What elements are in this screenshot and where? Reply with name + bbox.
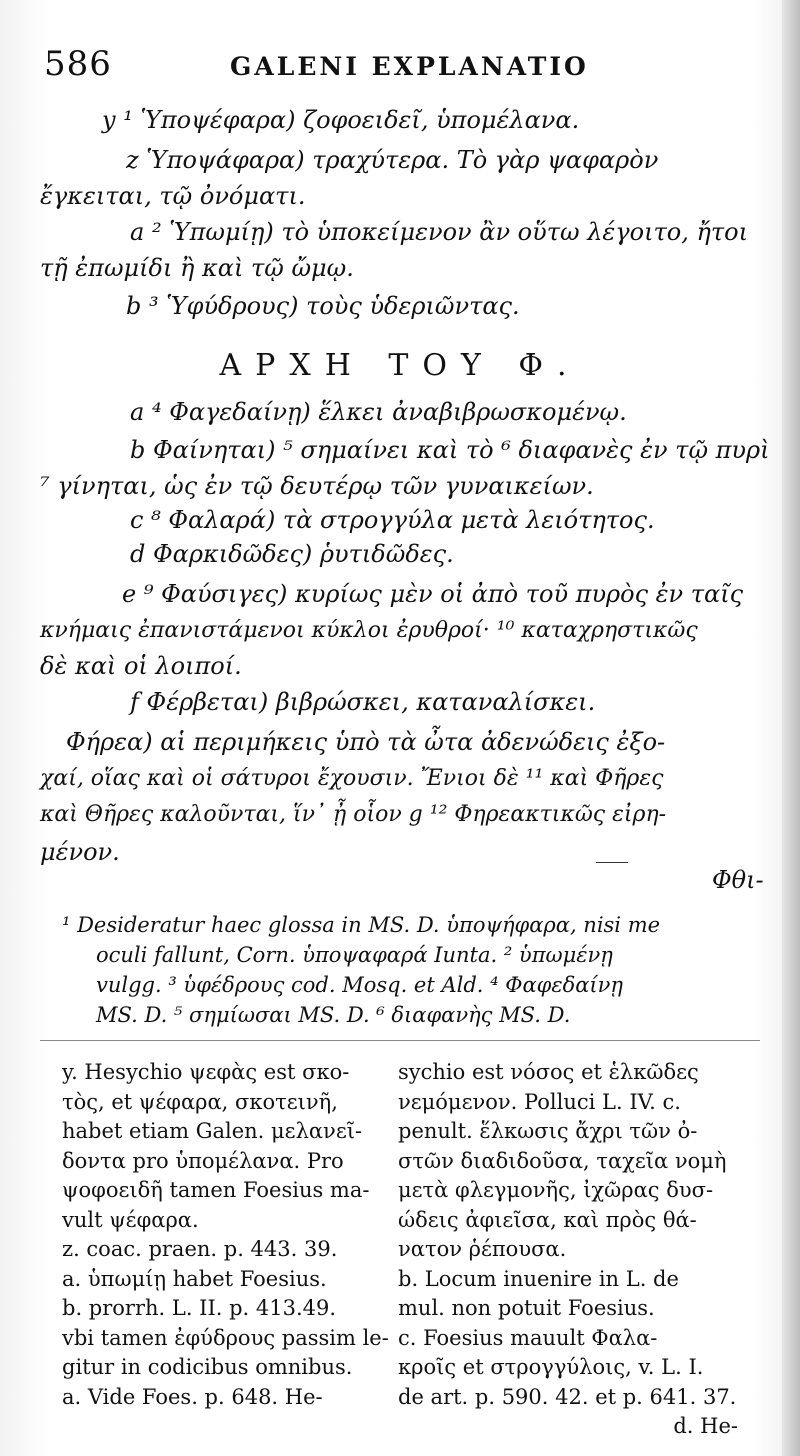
page-number: 586 [44, 44, 112, 84]
entry-line: δὲ καὶ οἱ λοιποί. [40, 652, 242, 680]
entry-line: a ⁴ Φαγεδαίνῃ) ἕλκει ἀναβιβρωσκομένῳ. [130, 398, 627, 426]
footnote-line: oculi fallunt, Corn. ὑποψαφαρά Iunta. ² ὑπωμένῃ [96, 943, 613, 967]
entry-line: καὶ Θῆρες καλοῦνται, ἵν᾽ ᾖ οἷον g ¹² Φηρεακτικῶς εἰρη- [40, 802, 667, 827]
commentary-line: y. Hesychio ψεφὰς est σκο- [62, 1060, 350, 1084]
entry-line: c ⁸ Φαλαρά) τὰ στρογγύλα μετὰ λειότητος. [130, 506, 655, 534]
commentary-line: gitur in codicibus omnibus. [62, 1355, 353, 1379]
commentary-line: κροῖς et στρογγύλοις, v. L. I. [398, 1355, 704, 1379]
commentary-line: δοντα pro ὑπομέλανα. Pro [62, 1148, 344, 1173]
commentary-line: z. coac. praen. p. 443. 39. [62, 1237, 338, 1261]
commentary-column-right [398, 1058, 738, 1442]
commentary-line: habet etiam Galen. μελανεῖ- [62, 1119, 363, 1143]
entry-line: e ⁹ Φαύσιγες) κυρίως μὲν οἱ ἀπὸ τοῦ πυρὸς ἐν ταῖς [122, 580, 744, 608]
commentary-line: a. Vide Foes. p. 648. He- [62, 1384, 323, 1409]
entry-line: χαί, οἵας καὶ οἱ σάτυροι ἔχουσιν. Ἔνιοι δὲ ¹¹ καὶ Φῆρες [40, 766, 664, 791]
commentary-line: c. Foesius mauult Φαλα- [398, 1325, 658, 1350]
gloss-line: b ³ Ὑφύδρους) τοὺς ὑδεριῶντας. [126, 292, 520, 320]
entry-line: ⁷ γίνηται, ὡς ἐν τῷ δευτέρῳ τῶν γυναικείων. [40, 472, 594, 500]
footnote-line: MS. D. ⁵ σημίωσαι MS. D. ⁶ διαφανὴς MS. D. [96, 1003, 571, 1027]
entry-line: Φήρεα) αἱ περιμήκεις ὑπὸ τὰ ὦτα ἀδενώδεις ἐξο- [66, 728, 666, 756]
page-header [44, 44, 764, 84]
gloss-line: z Ὑποψάφαρα) τραχύτερα. Τὸ γὰρ ψαφαρὸν [126, 146, 659, 174]
commentary-line: sychio est νόσος et ἑλκῶδες [398, 1060, 699, 1084]
commentary-line: mul. non potuit Foesius. [398, 1296, 655, 1320]
column-separator-rule [40, 1040, 760, 1041]
commentary-line: a. ὑπωμίῃ habet Foesius. [62, 1266, 327, 1291]
running-title: GALENI EXPLANATIO [230, 52, 589, 81]
entry-line: μένον. [40, 838, 120, 866]
footnote-line: vulgg. ³ ὑφέδρους cod. Mosq. et Ald. ⁴ Φαφεδαίνῃ [96, 973, 624, 997]
commentary-line: b. prorrh. L. II. p. 413.49. [62, 1296, 337, 1320]
commentary-line: τὸς, et ψέφαρα, σκοτεινῆ, [62, 1089, 338, 1114]
short-rule [596, 862, 628, 863]
commentary-line: de art. p. 590. 42. et p. 641. 37. [398, 1384, 737, 1409]
commentary-line: penult. ἕλκωσις ἄχρι τῶν ὀ- [398, 1119, 698, 1143]
gloss-line: a ² Ὑπωμίῃ) τὸ ὑποκείμενον ἂν οὕτω λέγοιτο, ἤτοι [130, 218, 748, 246]
commentary-line: νεμόμενον. Polluci L. IV. c. [398, 1089, 681, 1114]
commentary-line: στῶν διαδιδοῦσα, ταχεῖα νομὴ [398, 1148, 727, 1173]
entry-line: f Φέρβεται) βιβρώσκει, καταναλίσκει. [130, 688, 596, 716]
commentary-line: μετὰ φλεγμονῆς, ἰχῶρας δυσ- [398, 1178, 714, 1202]
commentary-line: vult ψέφαρα. [62, 1207, 199, 1232]
section-title: ΑΡΧΗ ΤΟΥ Φ. [219, 348, 581, 383]
commentary-line: vbi tamen ἐφύδρους passim le- [62, 1325, 389, 1350]
gloss-line: τῇ ἐπωμίδι ἢ καὶ τῷ ὤμῳ. [40, 254, 354, 282]
entry-line: d Φαρκιδῶδες) ῥυτιδῶδες. [130, 540, 454, 568]
gloss-line: y ¹ Ὑποψέφαρα) ζοφοειδεῖ, ὑπομέλανα. [102, 106, 580, 134]
commentary-line: b. Locum inuenire in L. de [398, 1266, 679, 1291]
commentary-line: d. He- [673, 1414, 738, 1438]
catchword: Φθι- [712, 866, 764, 894]
commentary-line: ψοφοειδῆ tamen Foesius ma- [62, 1178, 370, 1202]
footnote-line: ¹ Desideratur haec glossa in MS. D. ὑποψήφαρα, nisi me [62, 913, 661, 937]
commentary-line: νατον ῥέπουσα. [398, 1237, 567, 1261]
page-edge-shadow [782, 0, 800, 1456]
entry-line: b Φαίνηται) ⁵ σημαίνει καὶ τὸ ⁶ διαφανὲς ἐν τῷ πυρὶ [130, 436, 770, 464]
commentary-column-left [62, 1058, 389, 1412]
entry-line: κνήμαις ἐπανιστάμενοι κύκλοι ἐρυθροί· ¹⁰ καταχρηστικῶς [40, 618, 698, 643]
commentary-line: ώδεις ἀφιεῖσα, καὶ πρὸς θά- [398, 1207, 697, 1232]
gloss-line: ἔγκειται, τῷ ὀνόματι. [40, 182, 306, 210]
